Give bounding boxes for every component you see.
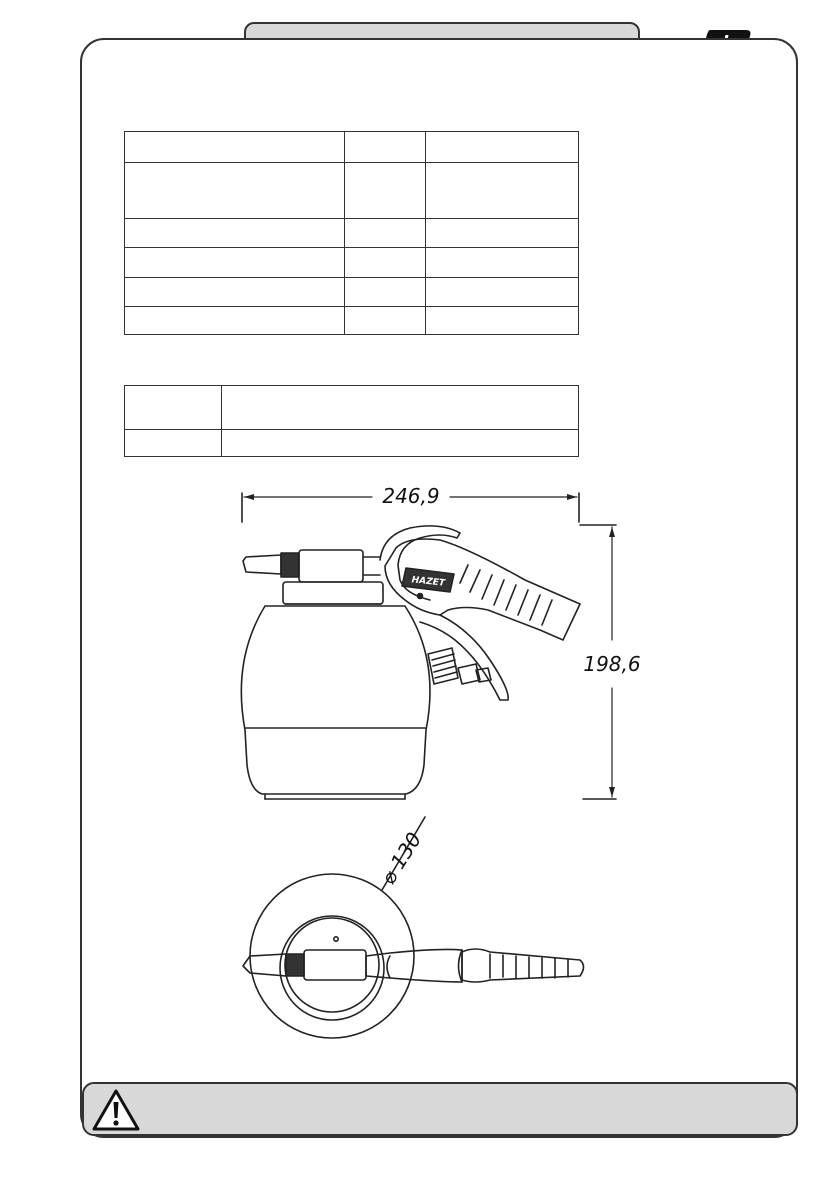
warning-bar <box>82 1082 798 1136</box>
height-dimension-label: 198,6 <box>583 652 641 676</box>
brand-label: HAZET <box>411 575 446 589</box>
width-dimension-label: 246,9 <box>382 484 440 508</box>
diameter-dimension-label: ⌀ 130 <box>375 827 427 889</box>
warning-triangle-icon <box>92 1088 140 1132</box>
